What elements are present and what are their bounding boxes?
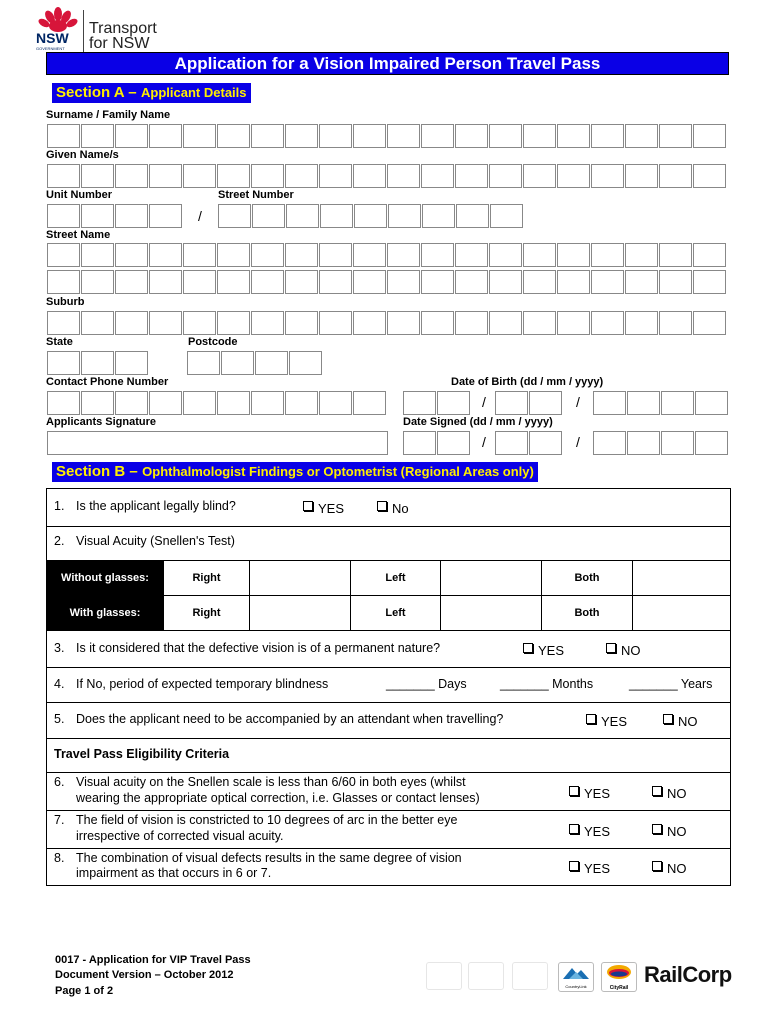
q4-years[interactable]: _______ Years (629, 677, 713, 691)
char-box[interactable] (437, 431, 470, 455)
faded-logo-1 (426, 962, 462, 990)
char-box[interactable] (388, 204, 421, 228)
railcorp-logo: RailCorp (644, 962, 732, 987)
char-box[interactable] (319, 243, 352, 267)
q8-number: 8. (54, 851, 65, 865)
faded-logo-3 (512, 962, 548, 990)
q6-text-line1: Visual acuity on the Snellen scale is less than 6/60 in both eyes (whilst (76, 775, 466, 789)
q3-no-checkbox[interactable] (606, 643, 616, 653)
char-box[interactable] (557, 124, 590, 148)
char-box[interactable] (489, 270, 522, 294)
char-box[interactable] (387, 311, 420, 335)
section-a-heading (52, 83, 251, 103)
char-box[interactable] (217, 270, 250, 294)
signature-label: Applicants Signature (46, 416, 157, 428)
countrylink-logo (558, 962, 594, 992)
char-box[interactable] (81, 164, 114, 188)
left-value-2[interactable] (440, 596, 541, 630)
postcode-label: Postcode (188, 336, 238, 348)
char-box[interactable] (625, 270, 658, 294)
char-box[interactable] (149, 391, 182, 415)
q7-text-line2: irrespective of corrected visual acuity. (76, 829, 284, 843)
char-box[interactable] (523, 311, 556, 335)
char-box[interactable] (625, 164, 658, 188)
char-box[interactable] (523, 270, 556, 294)
char-box[interactable] (529, 431, 562, 455)
q4-text: If No, period of expected temporary blindness (76, 677, 329, 691)
char-box[interactable] (115, 204, 148, 228)
char-box[interactable] (489, 311, 522, 335)
section-b-heading (52, 462, 538, 482)
surname-field[interactable] (47, 124, 727, 148)
char-box[interactable] (115, 311, 148, 335)
char-box[interactable] (353, 164, 386, 188)
mountain-icon (559, 963, 593, 981)
logo-divider (83, 10, 84, 52)
street-number-label: Street Number (218, 189, 294, 201)
unit-number-field[interactable] (47, 204, 183, 228)
nsw-logo (34, 6, 82, 52)
dob-label: Date of Birth (dd / mm / yyyy) (451, 376, 604, 388)
q5-number: 5. (54, 712, 65, 726)
char-box[interactable] (695, 391, 728, 415)
q7-yes-label: YES (584, 824, 611, 839)
char-box[interactable] (456, 204, 489, 228)
char-box[interactable] (387, 124, 420, 148)
char-box[interactable] (625, 311, 658, 335)
footer-form-name: 0017 - Application for VIP Travel Pass (55, 954, 251, 966)
char-box[interactable] (285, 391, 318, 415)
char-box[interactable] (115, 351, 148, 375)
q1-no-checkbox[interactable] (377, 501, 387, 511)
left-label-1: Left (350, 561, 440, 595)
surname-label: Surname / Family Name (46, 109, 171, 121)
char-box[interactable] (47, 124, 80, 148)
char-box[interactable] (115, 124, 148, 148)
q1-no-label: No (392, 501, 409, 516)
both-label-1: Both (541, 561, 632, 595)
state-label: State (46, 336, 73, 348)
char-box[interactable] (217, 243, 250, 267)
char-box[interactable] (693, 164, 726, 188)
footer-page-number: Page 1 of 2 (55, 985, 114, 997)
gov-logo-text: GOVERNMENT (36, 46, 65, 51)
char-box[interactable] (627, 391, 660, 415)
cityrail-text: CityRail (609, 985, 629, 991)
char-box[interactable] (591, 164, 624, 188)
char-box[interactable] (81, 311, 114, 335)
char-box[interactable] (557, 311, 590, 335)
char-box[interactable] (421, 243, 454, 267)
left-label-2: Left (350, 596, 440, 630)
signed-slash-1: / (482, 434, 486, 450)
q8-no-label: NO (667, 861, 687, 876)
char-box[interactable] (319, 270, 352, 294)
phone-label: Contact Phone Number (46, 376, 169, 388)
char-box[interactable] (319, 164, 352, 188)
char-box[interactable] (591, 243, 624, 267)
char-box[interactable] (591, 270, 624, 294)
char-box[interactable] (183, 270, 216, 294)
char-box[interactable] (693, 311, 726, 335)
q1-number: 1. (54, 499, 65, 513)
char-box[interactable] (489, 243, 522, 267)
char-box[interactable] (489, 124, 522, 148)
char-box[interactable] (490, 204, 523, 228)
char-box[interactable] (217, 311, 250, 335)
char-box[interactable] (251, 164, 284, 188)
char-box[interactable] (693, 124, 726, 148)
char-box[interactable] (495, 431, 528, 455)
q7-no-checkbox[interactable] (652, 824, 662, 834)
char-box[interactable] (149, 124, 182, 148)
q8-no-checkbox[interactable] (652, 861, 662, 871)
char-box[interactable] (403, 391, 436, 415)
page-title: Application for a Vision Impaired Person Travel Pass (46, 52, 729, 75)
faded-logo-2 (468, 962, 504, 990)
char-box[interactable] (659, 164, 692, 188)
q6-no-checkbox[interactable] (652, 786, 662, 796)
cityrail-swoosh-icon (602, 963, 636, 981)
char-box[interactable] (47, 351, 80, 375)
dob-slash-1: / (482, 394, 486, 410)
char-box[interactable] (285, 311, 318, 335)
q7-no-label: NO (667, 824, 687, 839)
char-box[interactable] (591, 124, 624, 148)
char-box[interactable] (251, 243, 284, 267)
char-box[interactable] (47, 391, 80, 415)
char-box[interactable] (495, 391, 528, 415)
street-name-label: Street Name (46, 229, 111, 241)
q6-no-label: NO (667, 786, 687, 801)
char-box[interactable] (354, 204, 387, 228)
char-box[interactable] (319, 391, 352, 415)
q2-text: Visual Acuity (Snellen's Test) (76, 534, 235, 548)
char-box[interactable] (387, 164, 420, 188)
street-name-field-2[interactable] (47, 270, 727, 294)
q2-number: 2. (54, 534, 65, 548)
char-box[interactable] (218, 204, 251, 228)
signature-field[interactable] (47, 431, 388, 455)
char-box[interactable] (252, 204, 285, 228)
q6-yes-label: YES (584, 786, 611, 801)
cityrail-logo (601, 962, 637, 992)
q5-no-checkbox[interactable] (663, 714, 673, 724)
char-box[interactable] (217, 391, 250, 415)
char-box[interactable] (695, 431, 728, 455)
q3-yes-label: YES (538, 643, 565, 658)
char-box[interactable] (661, 391, 694, 415)
char-box[interactable] (353, 270, 386, 294)
with-glasses-label: With glasses: (47, 596, 163, 630)
char-box[interactable] (81, 270, 114, 294)
section-a-label: Section A – (56, 84, 137, 101)
char-box[interactable] (659, 124, 692, 148)
signed-month-field[interactable] (495, 431, 563, 455)
char-box[interactable] (81, 351, 114, 375)
char-box[interactable] (693, 270, 726, 294)
q3-number: 3. (54, 641, 65, 655)
char-box[interactable] (659, 311, 692, 335)
char-box[interactable] (455, 124, 488, 148)
char-box[interactable] (217, 124, 250, 148)
char-box[interactable] (47, 311, 80, 335)
for-nsw-text: for NSW (89, 35, 150, 52)
char-box[interactable] (285, 243, 318, 267)
char-box[interactable] (455, 270, 488, 294)
char-box[interactable] (187, 351, 220, 375)
char-box[interactable] (149, 311, 182, 335)
char-box[interactable] (115, 164, 148, 188)
q7-yes-checkbox[interactable] (569, 824, 579, 834)
char-box[interactable] (529, 391, 562, 415)
q4-number: 4. (54, 677, 65, 691)
q8-yes-checkbox[interactable] (569, 861, 579, 871)
char-box[interactable] (286, 204, 319, 228)
char-box[interactable] (523, 243, 556, 267)
char-box[interactable] (183, 311, 216, 335)
nsw-logo-text: NSW (36, 30, 69, 46)
char-box[interactable] (285, 164, 318, 188)
q1-yes-checkbox[interactable] (303, 501, 313, 511)
q3-no-label: NO (621, 643, 641, 658)
section-b-table (46, 488, 731, 886)
countrylink-text: CountryLink (565, 984, 587, 989)
char-box[interactable] (455, 243, 488, 267)
char-box[interactable] (47, 270, 80, 294)
char-box[interactable] (81, 391, 114, 415)
char-box[interactable] (403, 431, 436, 455)
section-a-title: Applicant Details (141, 85, 247, 100)
q7-number: 7. (54, 813, 65, 827)
section-b-label: Section B – (56, 463, 138, 480)
transport-text: Transport (89, 20, 157, 37)
char-box[interactable] (661, 431, 694, 455)
char-box[interactable] (421, 164, 454, 188)
q3-yes-checkbox[interactable] (523, 643, 533, 653)
criteria-heading: Travel Pass Eligibility Criteria (54, 747, 230, 761)
signed-slash-2: / (576, 434, 580, 450)
char-box[interactable] (183, 164, 216, 188)
char-box[interactable] (421, 311, 454, 335)
char-box[interactable] (183, 391, 216, 415)
q4-months[interactable]: _______ Months (500, 677, 594, 691)
char-box[interactable] (421, 124, 454, 148)
char-box[interactable] (251, 391, 284, 415)
left-value-1[interactable] (440, 561, 541, 595)
phone-field[interactable] (47, 391, 387, 415)
char-box[interactable] (285, 124, 318, 148)
footer-version: Document Version – October 2012 (55, 969, 234, 981)
char-box[interactable] (47, 164, 80, 188)
given-name-field[interactable] (47, 164, 727, 188)
char-box[interactable] (659, 243, 692, 267)
char-box[interactable] (489, 164, 522, 188)
char-box[interactable] (627, 431, 660, 455)
char-box[interactable] (557, 270, 590, 294)
char-box[interactable] (455, 311, 488, 335)
q6-text-line2: wearing the appropriate optical correction, i.e. Glasses or contact lenses) (76, 791, 480, 805)
right-label-1: Right (163, 561, 249, 595)
char-box[interactable] (149, 204, 182, 228)
right-label-2: Right (163, 596, 249, 630)
q8-text-line1: The combination of visual defects results in the same degree of vision (76, 851, 462, 865)
char-box[interactable] (251, 124, 284, 148)
date-signed-label: Date Signed (dd / mm / yyyy) (403, 416, 553, 428)
char-box[interactable] (625, 124, 658, 148)
q1-yes-label: YES (318, 501, 345, 516)
without-glasses-label: Without glasses: (47, 561, 163, 595)
char-box[interactable] (47, 204, 80, 228)
char-box[interactable] (81, 204, 114, 228)
char-box[interactable] (47, 243, 80, 267)
suburb-label: Suburb (46, 296, 85, 308)
char-box[interactable] (557, 164, 590, 188)
q6-yes-checkbox[interactable] (569, 786, 579, 796)
q3-text: Is it considered that the defective vision is of a permanent nature? (76, 641, 441, 655)
char-box[interactable] (353, 243, 386, 267)
char-box[interactable] (221, 351, 254, 375)
unit-number-label: Unit Number (46, 189, 112, 201)
char-box[interactable] (319, 311, 352, 335)
q4-days[interactable]: _______ Days (386, 677, 467, 691)
signed-day-field[interactable] (403, 431, 471, 455)
char-box[interactable] (149, 164, 182, 188)
postcode-field[interactable] (187, 351, 323, 375)
char-box[interactable] (81, 124, 114, 148)
q5-yes-label: YES (601, 714, 628, 729)
char-box[interactable] (115, 270, 148, 294)
char-box[interactable] (659, 270, 692, 294)
char-box[interactable] (591, 311, 624, 335)
q5-yes-checkbox[interactable] (586, 714, 596, 724)
street-name-field-1[interactable] (47, 243, 727, 267)
q8-text-line2: impairment as that occurs in 6 or 7. (76, 866, 272, 880)
q6-number: 6. (54, 775, 65, 789)
q8-yes-label: YES (584, 861, 611, 876)
char-box[interactable] (455, 164, 488, 188)
both-value-1[interactable] (632, 561, 730, 595)
q1-text: Is the applicant legally blind? (76, 499, 236, 513)
char-box[interactable] (421, 270, 454, 294)
char-box[interactable] (523, 124, 556, 148)
char-box[interactable] (422, 204, 455, 228)
section-b-title: Ophthalmologist Findings or Optometrist (Regional Areas only) (142, 464, 534, 479)
char-box[interactable] (217, 164, 250, 188)
char-box[interactable] (693, 243, 726, 267)
suburb-field[interactable] (47, 311, 727, 335)
q5-text: Does the applicant need to be accompanied by an attendant when travelling? (76, 712, 504, 726)
dob-year-field[interactable] (593, 391, 729, 415)
dob-month-field[interactable] (495, 391, 563, 415)
char-box[interactable] (183, 243, 216, 267)
char-box[interactable] (353, 124, 386, 148)
both-label-2: Both (541, 596, 632, 630)
char-box[interactable] (320, 204, 353, 228)
char-box[interactable] (149, 270, 182, 294)
char-box[interactable] (353, 391, 386, 415)
char-box[interactable] (625, 243, 658, 267)
right-value-2[interactable] (249, 596, 350, 630)
char-box[interactable] (319, 124, 352, 148)
signed-year-field[interactable] (593, 431, 729, 455)
char-box[interactable] (353, 311, 386, 335)
unit-slash: / (198, 208, 202, 224)
right-value-1[interactable] (249, 561, 350, 595)
char-box[interactable] (251, 270, 284, 294)
char-box[interactable] (255, 351, 288, 375)
q5-no-label: NO (678, 714, 698, 729)
char-box[interactable] (387, 270, 420, 294)
q7-text-line1: The field of vision is constricted to 10 degrees of arc in the better eye (76, 813, 458, 827)
char-box[interactable] (81, 243, 114, 267)
char-box[interactable] (557, 243, 590, 267)
dob-slash-2: / (576, 394, 580, 410)
street-number-field[interactable] (218, 204, 524, 228)
char-box[interactable] (251, 311, 284, 335)
char-box[interactable] (289, 351, 322, 375)
char-box[interactable] (593, 431, 626, 455)
given-name-label: Given Name/s (46, 149, 119, 161)
both-value-2[interactable] (632, 596, 730, 630)
char-box[interactable] (115, 391, 148, 415)
char-box[interactable] (437, 391, 470, 415)
char-box[interactable] (387, 243, 420, 267)
state-field[interactable] (47, 351, 149, 375)
char-box[interactable] (523, 164, 556, 188)
char-box[interactable] (115, 243, 148, 267)
char-box[interactable] (149, 243, 182, 267)
char-box[interactable] (285, 270, 318, 294)
dob-day-field[interactable] (403, 391, 471, 415)
char-box[interactable] (593, 391, 626, 415)
char-box[interactable] (183, 124, 216, 148)
